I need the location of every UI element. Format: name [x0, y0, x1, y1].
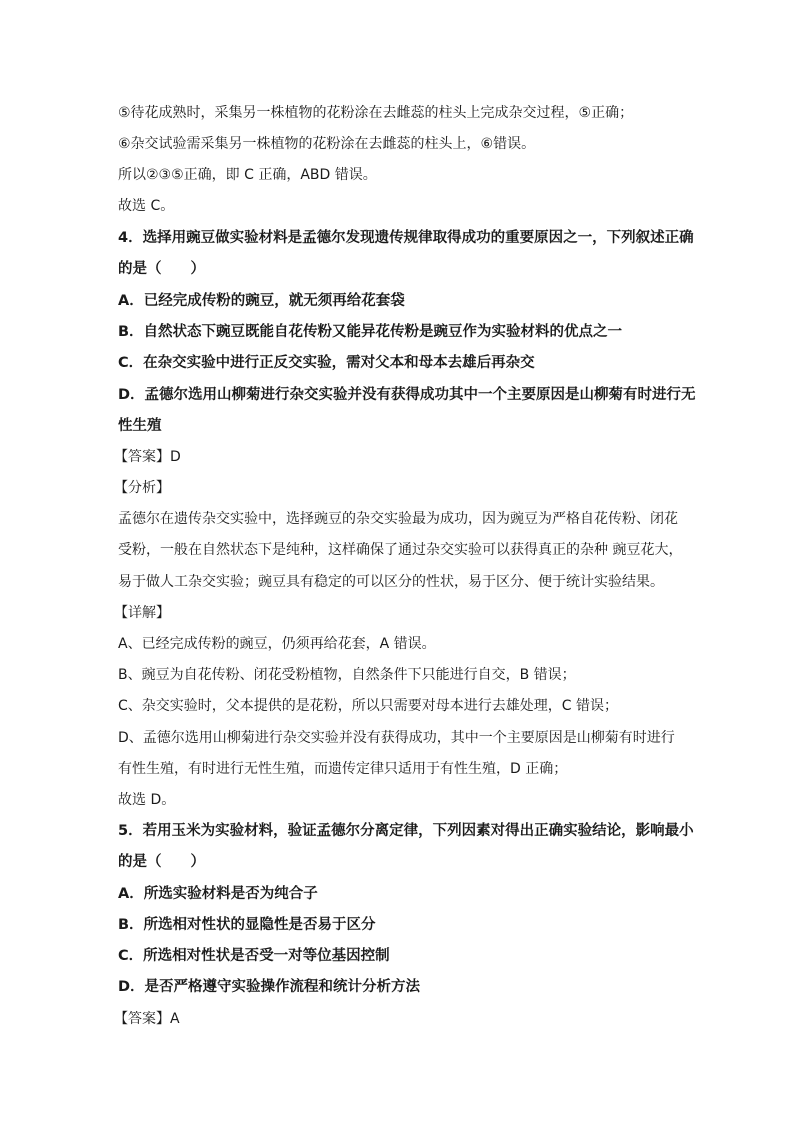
text-line: ⑥杂交试验需采集另一株植物的花粉涂在去雌蕊的柱头上，⑥错误。: [118, 136, 536, 152]
text-line: D、孟德尔选用山柳菊进行杂交实验并没有获得成功，其中一个主要原因是山柳菊有时进行: [118, 730, 675, 746]
text-line: 受粉，一般在自然状态下是纯种，这样确保了通过杂交实验可以获得真正的杂种 豌豆花大，: [118, 542, 683, 558]
text-line: A．已经完成传粉的豌豆，就无须再给花套袋: [118, 293, 405, 309]
text-line: ⑤待花成熟时，采集另一株植物的花粉涂在去雌蕊的柱头上完成杂交过程，⑤正确；: [118, 105, 634, 121]
text-line: 4．选择用豌豆做实验材料是孟德尔发现遗传规律取得成功的重要原因之一，下列叙述正确: [118, 230, 694, 246]
text-line: 性生殖: [118, 418, 162, 434]
text-line: D．孟德尔选用山柳菊进行杂交实验并没有获得成功其中一个主要原因是山柳菊有时进行无: [118, 387, 696, 403]
text-line: 所以②③⑤正确，即 C 正确，ABD 错误。: [118, 167, 377, 183]
text-line: C．所选相对性状是否受一对等位基因控制: [118, 948, 390, 964]
text-line: B．所选相对性状的显隐性是否易于区分: [118, 917, 376, 933]
text-line: 故选 D。: [118, 792, 176, 808]
text-line: 易于做人工杂交实验；豌豆具有稳定的可以区分的性状，易于区分、便于统计实验结果。: [118, 574, 664, 590]
text-line: A、已经完成传粉的豌豆，仍须再给花套，A 错误。: [118, 636, 436, 652]
text-line: 【分析】: [114, 480, 170, 496]
text-line: B．自然状态下豌豆既能自花传粉又能异花传粉是豌豆作为实验材料的优点之一: [118, 324, 623, 340]
text-line: 5．若用玉米为实验材料，验证孟德尔分离定律，下列因素对得出正确实验结论，影响最小: [118, 823, 694, 839]
text-line: A．所选实验材料是否为纯合子: [118, 886, 318, 902]
text-line: 有性生殖，有时进行无性生殖，而遗传定律只适用于有性生殖，D 正确；: [118, 761, 568, 777]
text-line: 孟德尔在遗传杂交实验中，选择豌豆的杂交实验最为成功，因为豌豆为严格自花传粉、闭花: [118, 511, 678, 527]
text-line: 【详解】: [114, 605, 170, 621]
text-line: 的是（ ）: [118, 854, 205, 870]
text-line: C、杂交实验时，父本提供的是花粉，所以只需要对母本进行去雄处理，C 错误；: [118, 698, 618, 714]
text-line: 【答案】D: [114, 449, 181, 465]
text-line: C．在杂交实验中进行正反交实验，需对父本和母本去雄后再杂交: [118, 355, 535, 371]
text-line: 的是（ ）: [118, 261, 205, 277]
text-line: D．是否严格遵守实验操作流程和统计分析方法: [118, 979, 421, 995]
text-line: 故选 C。: [118, 198, 175, 214]
text-line: B、豌豆为自花传粉、闭花受粉植物，自然条件下只能进行自交，B 错误；: [118, 667, 576, 683]
text-line: 【答案】A: [114, 1011, 180, 1027]
